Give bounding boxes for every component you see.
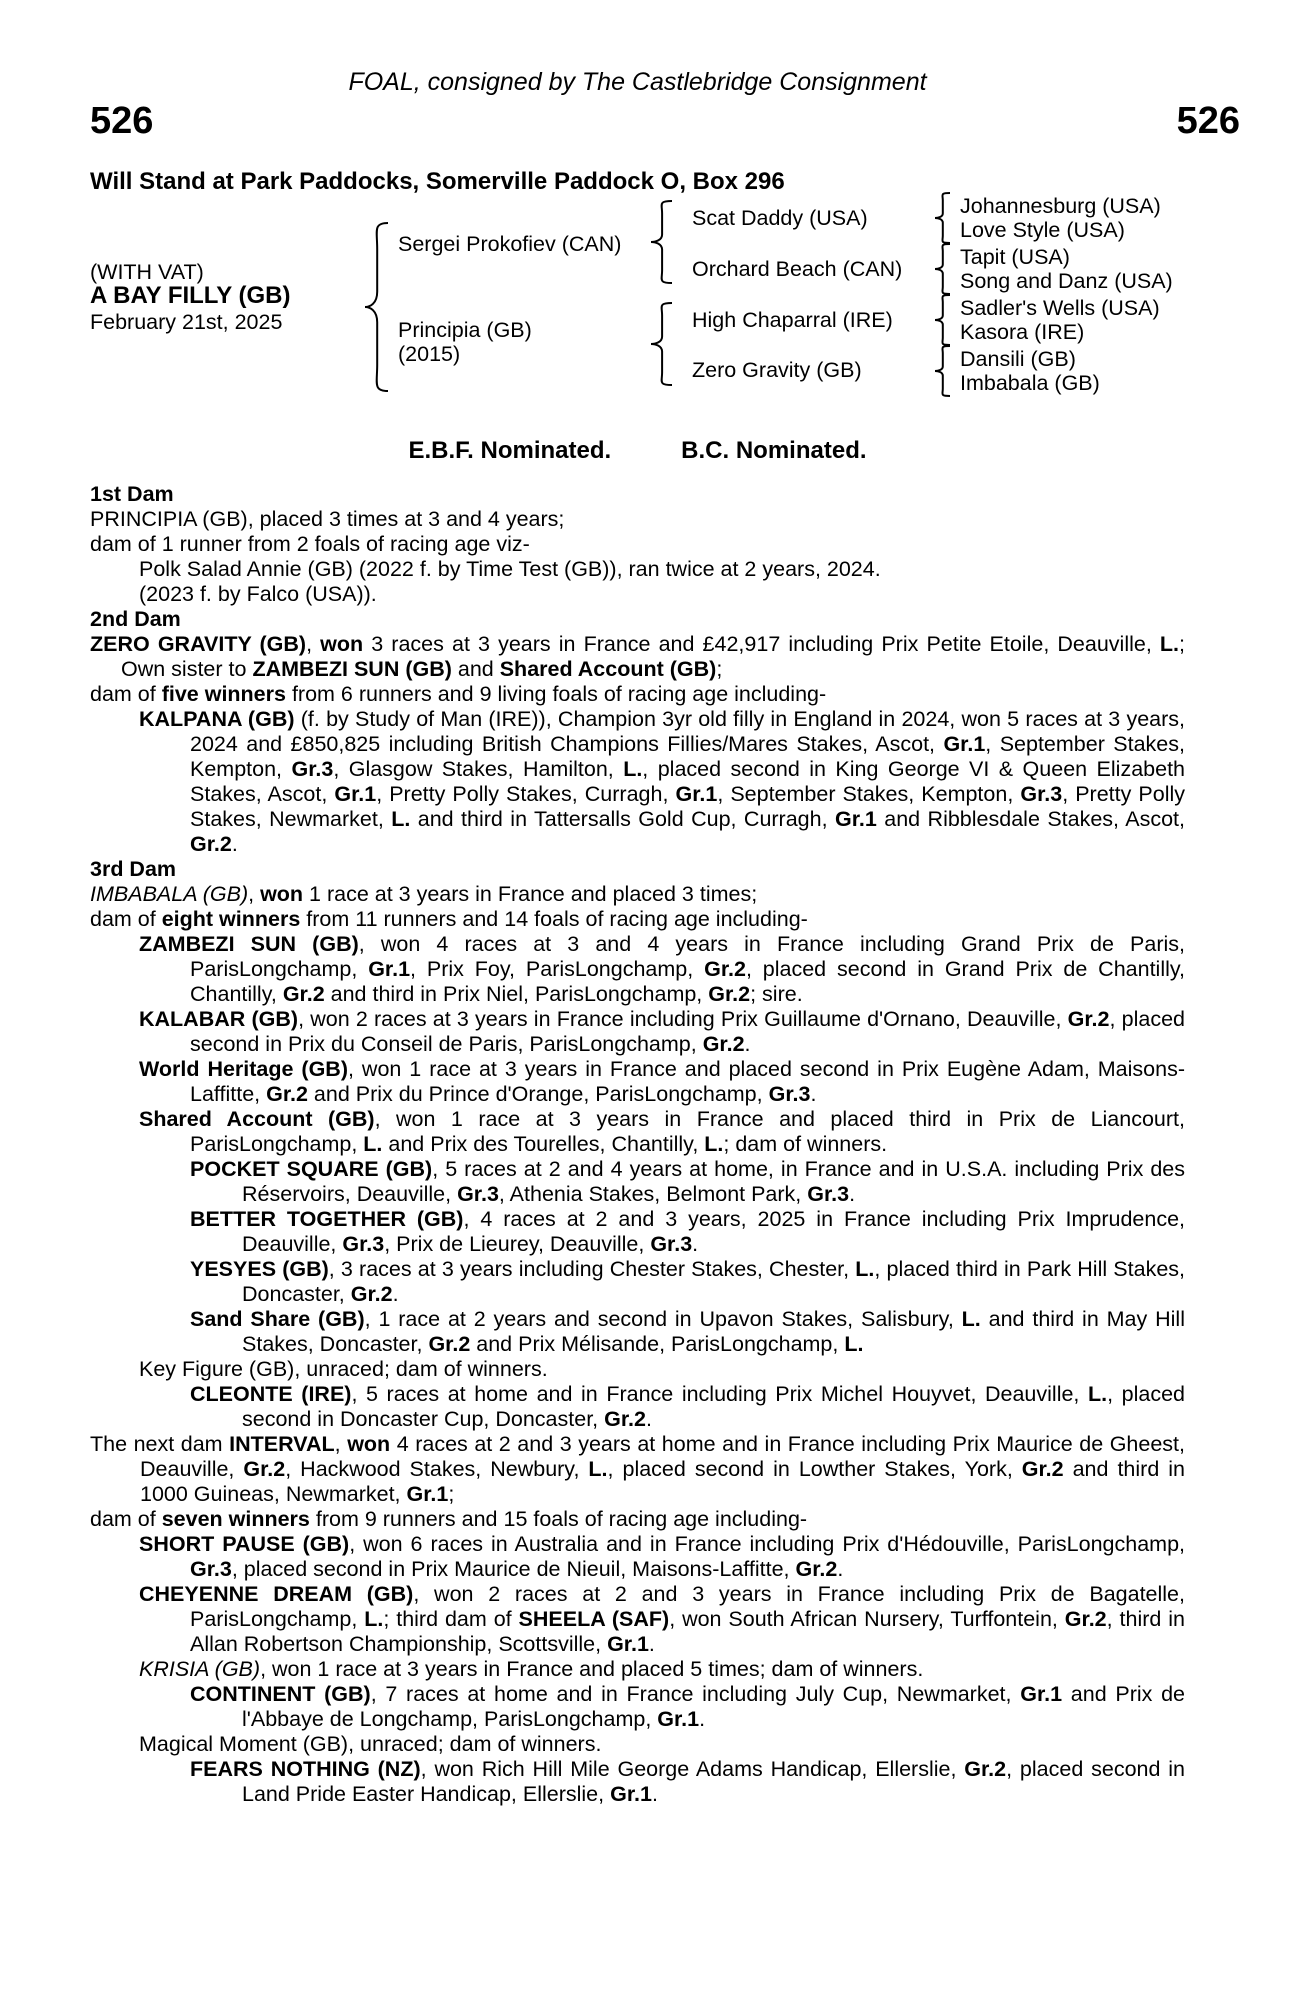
text-run: L. (391, 807, 411, 831)
pedigree-brace-ggp-2 (934, 243, 950, 295)
text-run: KRISIA (GB) (139, 1657, 261, 1681)
text-run: ; dam of winners. (723, 1132, 888, 1156)
text-run: , Prix de Lieurey, Deauville, (384, 1232, 651, 1256)
text-run: PRINCIPIA (GB), placed 3 times at 3 and 4 years; (90, 507, 565, 531)
text-run: Gr.2 (243, 1457, 286, 1481)
text-run: CLEONTE (IRE) (190, 1382, 352, 1406)
text-run: Gr.1 (657, 1707, 700, 1731)
pedigree-paragraph (139, 582, 1185, 607)
grandparent-dam-dam: Zero Gravity (GB) (692, 358, 862, 382)
text-run: and third in May Hill Stakes, Doncaster, (242, 1307, 1185, 1356)
text-run: won (320, 632, 364, 656)
text-run: Gr.2 (1064, 1607, 1107, 1631)
great-grandparent-4: Song and Danz (USA) (960, 269, 1173, 293)
nominations-row (90, 437, 1185, 465)
text-run: . (392, 1282, 399, 1306)
great-grandparent-8: Imbabala (GB) (960, 371, 1100, 395)
text-run: dam of (90, 682, 162, 706)
text-run: Gr.3 (342, 1232, 385, 1256)
pedigree-paragraph (190, 1207, 1185, 1257)
lot-number-left: 526 (90, 100, 154, 142)
pedigree-brace-ggp-3 (934, 294, 950, 346)
text-run: Gr.2 (795, 1557, 838, 1581)
text-run: 4 races at 2 and 3 years at home and in France including Prix Maurice de Gheest, Deauville, (140, 1432, 1185, 1481)
text-run: , (306, 632, 321, 656)
text-run: L. (363, 1132, 383, 1156)
text-run: Gr.1 (943, 732, 986, 756)
text-run: Gr.3 (650, 1232, 693, 1256)
dam-section-header-third-dam: 3rd Dam (90, 857, 177, 881)
text-run: Gr.1 (368, 957, 411, 981)
text-run: ; sire. (750, 982, 803, 1006)
pedigree-paragraph (90, 907, 1185, 932)
text-run: , won 1 race at 3 years in France and placed third in Prix de Liancourt, ParisLongchamp, (190, 1107, 1185, 1156)
text-run: ZERO GRAVITY (GB) (90, 632, 307, 656)
text-run: ; Own sister to (121, 632, 1185, 681)
text-run: , 3 races at 3 years including Chester Stakes, Chester, (328, 1257, 856, 1281)
text-run: and Prix de l'Abbaye de Longchamp, ParisLongchamp, (242, 1682, 1186, 1731)
text-run: Gr.2 (604, 1407, 646, 1431)
text-run: L. (844, 1332, 864, 1356)
text-run: , Athenia Stakes, Belmont Park, (498, 1182, 808, 1206)
text-run: Gr.1 (1020, 1682, 1063, 1706)
pedigree-paragraph (139, 1057, 1185, 1107)
pedigree-paragraph (190, 1757, 1185, 1807)
text-run: . (651, 1782, 658, 1806)
text-run: Gr.1 (610, 1782, 652, 1806)
pedigree-brace-subject (364, 222, 388, 392)
text-run: , won 6 races in Australia and in France including Prix d'Hédouville, ParisLongchamp, (349, 1532, 1185, 1556)
text-run: and third in Tattersalls Gold Cup, Curragh, (410, 807, 835, 831)
text-run: from 11 runners and 14 foals of racing age including- (300, 907, 808, 931)
pedigree-paragraph (90, 882, 1185, 907)
text-run: L. (855, 1257, 875, 1281)
pedigree-paragraph (90, 682, 1185, 707)
text-run: ; (716, 657, 723, 681)
consignment-title: FOAL, consigned by The Castlebridge Consignment (348, 68, 927, 96)
pedigree-paragraph (139, 932, 1185, 1007)
text-run: Gr.1 (675, 782, 718, 806)
text-run: Gr.2 (282, 982, 325, 1006)
ebf-nominated-label: E.B.F. Nominated. (408, 437, 612, 464)
text-run: L. (961, 1307, 981, 1331)
pedigree-paragraph (90, 507, 1185, 532)
text-run: ; (448, 1482, 455, 1506)
stand-location-line: Will Stand at Park Paddocks, Somerville Paddock O, Box 296 (90, 168, 785, 195)
text-run: and (451, 657, 500, 681)
pedigree-paragraph (190, 1307, 1185, 1357)
text-run: Magical Moment (GB), unraced; dam of winners. (139, 1732, 602, 1756)
text-run: Shared Account (GB) (139, 1107, 375, 1131)
text-run: . (837, 1557, 844, 1581)
text-run: Gr.3 (190, 1557, 232, 1581)
pedigree-paragraph (190, 1157, 1185, 1207)
text-run: KALPANA (GB) (139, 707, 295, 731)
pedigree-paragraph (90, 532, 1185, 557)
text-run: , won South African Nursery, Turffontein, (669, 1607, 1065, 1631)
text-run: and third in Prix Niel, ParisLongchamp, (324, 982, 709, 1006)
lot-number-right: 526 (1176, 100, 1240, 142)
text-run: Gr.1 (406, 1482, 449, 1506)
text-run: Gr.3 (1020, 782, 1063, 806)
text-run: Polk Salad Annie (GB) (2022 f. by Time Test (GB)), ran twice at 2 years, 2024. (139, 557, 881, 581)
dam-section-header-first-dam: 1st Dam (90, 482, 174, 506)
text-run: . (692, 1232, 699, 1256)
text-run: FEARS NOTHING (NZ) (190, 1757, 421, 1781)
text-run: , placed third in Park Hill Stakes, Doncaster, (242, 1257, 1186, 1306)
text-run: , Glasgow Stakes, Hamilton, (333, 757, 624, 781)
text-run: Gr.2 (708, 982, 751, 1006)
text-run: , Pretty Polly Stakes, Curragh, (376, 782, 676, 806)
text-run: , won 1 race at 3 years in France and placed 5 times; dam of winners. (260, 1657, 924, 1681)
text-run: , placed second in Grand Prix de Chantilly, Chantilly, (190, 957, 1185, 1006)
pedigree-paragraph (139, 1582, 1185, 1657)
text-run: SHEELA (SAF) (518, 1607, 670, 1631)
text-run: , placed second in Doncaster Cup, Doncaster, (242, 1382, 1185, 1431)
text-run: Sand Share (GB) (190, 1307, 365, 1331)
text-run: eight winners (161, 907, 301, 931)
text-run: POCKET SQUARE (GB) (190, 1157, 433, 1181)
pedigree-brace-sire (650, 200, 672, 284)
text-run: L. (364, 1607, 384, 1631)
text-run: Gr.2 (1067, 1007, 1110, 1031)
text-run: , third in Allan Robertson Championship, Scottsville, (190, 1607, 1185, 1656)
text-run: , (248, 882, 261, 906)
text-run: , placed second in Prix du Conseil de Paris, ParisLongchamp, (190, 1007, 1185, 1056)
pedigree-paragraph (190, 1257, 1185, 1307)
text-run: ; third dam of (383, 1607, 519, 1631)
pedigree-paragraph (139, 1357, 1185, 1382)
text-run: , September Stakes, Kempton, (717, 782, 1021, 806)
text-run: SHORT PAUSE (GB) (139, 1532, 350, 1556)
text-run: dam of 1 runner from 2 foals of racing age viz- (90, 532, 530, 556)
text-run: Gr.1 (835, 807, 877, 831)
text-run: . (645, 1407, 652, 1431)
text-run: Gr.1 (334, 782, 377, 806)
text-run: from 9 runners and 15 foals of racing age including- (309, 1507, 808, 1531)
subject-name: A BAY FILLY (GB) (90, 282, 291, 309)
text-run: CHEYENNE DREAM (GB) (139, 1582, 414, 1606)
text-run: 3 races at 3 years in France and £42,917 including Prix Petite Etoile, Deauville, (363, 632, 1160, 656)
text-run: dam of (90, 1507, 162, 1531)
text-run: L. (704, 1132, 724, 1156)
bc-nominated-label: B.C. Nominated. (681, 437, 867, 464)
great-grandparent-5: Sadler's Wells (USA) (960, 296, 1160, 320)
text-run: Gr.3 (291, 757, 334, 781)
text-run: , 5 races at home and in France including Prix Michel Houyvet, Deauville, (351, 1382, 1088, 1406)
text-run: (f. by Study of Man (IRE)), Champion 3yr old filly in England in 2024, won 5 races at 3 years, 2024 and £850,825 including British Champions Fillies/Mares Stakes, Ascot, (190, 707, 1186, 756)
text-run: won (347, 1432, 391, 1456)
sire-name: Sergei Prokofiev (CAN) (398, 232, 622, 256)
text-run: YESYES (GB) (190, 1257, 329, 1281)
text-run: and third in 1000 Guineas, Newmarket, (140, 1457, 1185, 1506)
text-run: KALABAR (GB) (139, 1007, 299, 1031)
text-run: L. (1087, 1382, 1108, 1406)
text-run: won (260, 882, 304, 906)
text-run: dam of (90, 907, 162, 931)
grandparent-sire-sire: Scat Daddy (USA) (692, 206, 868, 230)
pedigree-paragraph (139, 1007, 1185, 1057)
text-run: Gr.3 (768, 1082, 811, 1106)
great-grandparent-6: Kasora (IRE) (960, 320, 1085, 344)
text-run: , 5 races at 2 and 4 years at home, in France and in U.S.A. including Prix des Réservoirs, Deauville, (242, 1157, 1186, 1206)
text-run: , placed second in King George VI & Queen Elizabeth Stakes, Ascot, (190, 757, 1185, 806)
pedigree-paragraph (139, 1107, 1185, 1157)
text-run: BETTER TOGETHER (GB) (190, 1207, 464, 1231)
text-run: Gr.2 (190, 832, 232, 856)
text-run: . (744, 1032, 751, 1056)
pedigree-text-body (90, 482, 1185, 1807)
text-run: and Prix Mélisande, ParisLongchamp, (470, 1332, 845, 1356)
text-run: , won Rich Hill Mile George Adams Handicap, Ellerslie, (420, 1757, 965, 1781)
text-run: , won 1 race at 3 years in France and placed second in Prix Eugène Adam, Maisons-Laffitte, (190, 1057, 1185, 1106)
text-run: L. (623, 757, 643, 781)
text-run: Gr.1 (607, 1632, 649, 1656)
text-run: ZAMBEZI SUN (GB) (139, 932, 359, 956)
dam-year: (2015) (398, 342, 461, 366)
text-run: . (810, 1082, 817, 1106)
text-run: Shared Account (GB) (499, 657, 717, 681)
text-run: . (849, 1182, 856, 1206)
pedigree-paragraph (139, 707, 1185, 857)
text-run: Gr.2 (266, 1082, 308, 1106)
text-run: and Ribblesdale Stakes, Ascot, (876, 807, 1185, 831)
pedigree-brace-ggp-1 (934, 192, 950, 244)
text-run: 1 race at 3 years in France and placed 3 times; (303, 882, 758, 906)
great-grandparent-7: Dansili (GB) (960, 347, 1076, 371)
dam-name: Principia (GB) (398, 318, 532, 342)
pedigree-paragraph (139, 1732, 1185, 1757)
text-run: Gr.2 (1021, 1457, 1064, 1481)
text-run: , placed second in Land Pride Easter Handicap, Ellerslie, (242, 1757, 1185, 1806)
text-run: Key Figure (GB), unraced; dam of winners. (139, 1357, 548, 1381)
great-grandparent-1: Johannesburg (USA) (960, 194, 1161, 218)
dam-section-header-second-dam: 2nd Dam (90, 607, 181, 631)
text-run: and Prix du Prince d'Orange, ParisLongchamp, (307, 1082, 769, 1106)
pedigree-paragraph (139, 557, 1185, 582)
text-run: , Hackwood Stakes, Newbury, (285, 1457, 589, 1481)
pedigree-paragraph (90, 1507, 1185, 1532)
text-run: five winners (161, 682, 286, 706)
text-run: Gr.2 (964, 1757, 1007, 1781)
text-run: , won 2 races at 2 and 3 years in France including Prix de Bagatelle, ParisLongchamp, (190, 1582, 1185, 1631)
text-run: Gr.3 (807, 1182, 850, 1206)
text-run: L. (588, 1457, 608, 1481)
text-run: CONTINENT (GB) (190, 1682, 371, 1706)
foaling-date: February 21st, 2025 (90, 310, 283, 334)
text-run: , 4 races at 2 and 3 years, 2025 in France including Prix Imprudence, Deauville, (242, 1207, 1186, 1256)
text-run: , Pretty Polly Stakes, Newmarket, (190, 782, 1185, 831)
text-run: , won 4 races at 3 and 4 years in France including Grand Prix de Paris, ParisLongchamp, (190, 932, 1186, 981)
text-run: . (648, 1632, 655, 1656)
text-run: , placed second in Prix Maurice de Nieuil, Maisons-Laffitte, (231, 1557, 796, 1581)
text-run: , 1 race at 2 years and second in Upavon Stakes, Salisbury, (364, 1307, 962, 1331)
pedigree-paragraph (90, 1432, 1185, 1507)
text-run: from 6 runners and 9 living foals of racing age including- (285, 682, 827, 706)
great-grandparent-2: Love Style (USA) (960, 218, 1125, 242)
text-run: L. (1159, 632, 1180, 656)
text-run: IMBABALA (GB) (90, 882, 249, 906)
text-run: . (231, 832, 238, 856)
text-run: and Prix des Tourelles, Chantilly, (382, 1132, 705, 1156)
text-run: World Heritage (GB) (139, 1057, 348, 1081)
pedigree-paragraph (190, 1682, 1185, 1732)
text-run: , 7 races at home and in France including July Cup, Newmarket, (370, 1682, 1021, 1706)
text-run: Gr.2 (702, 1032, 745, 1056)
text-run: (2023 f. by Falco (USA)). (139, 582, 377, 606)
text-run: Gr.2 (350, 1282, 393, 1306)
pedigree-brace-dam (650, 302, 672, 386)
vat-note: (WITH VAT) (90, 260, 204, 284)
pedigree-paragraph (139, 1532, 1185, 1582)
text-run: Gr.3 (457, 1182, 499, 1206)
pedigree-paragraph (139, 1657, 1185, 1682)
text-run: , September Stakes, Kempton, (190, 732, 1185, 781)
text-run: , won 2 races at 3 years in France including Prix Guillaume d'Ornano, Deauville, (298, 1007, 1068, 1031)
grandparent-dam-sire: High Chaparral (IRE) (692, 308, 893, 332)
great-grandparent-3: Tapit (USA) (960, 245, 1070, 269)
pedigree-paragraph (190, 1382, 1185, 1432)
text-run: , Prix Foy, ParisLongchamp, (410, 957, 705, 981)
text-run: ZAMBEZI SUN (GB) (252, 657, 452, 681)
text-run: . (699, 1707, 706, 1731)
grandparent-sire-dam: Orchard Beach (CAN) (692, 257, 903, 281)
text-run: seven winners (161, 1507, 310, 1531)
text-run: , placed second in Lowther Stakes, York, (607, 1457, 1022, 1481)
text-run: Gr.2 (704, 957, 746, 981)
pedigree-paragraph (90, 632, 1185, 682)
text-run: INTERVAL (229, 1432, 335, 1456)
text-run: , (334, 1432, 348, 1456)
text-run: The next dam (90, 1432, 230, 1456)
pedigree-brace-ggp-4 (934, 345, 950, 397)
text-run: Gr.2 (428, 1332, 471, 1356)
